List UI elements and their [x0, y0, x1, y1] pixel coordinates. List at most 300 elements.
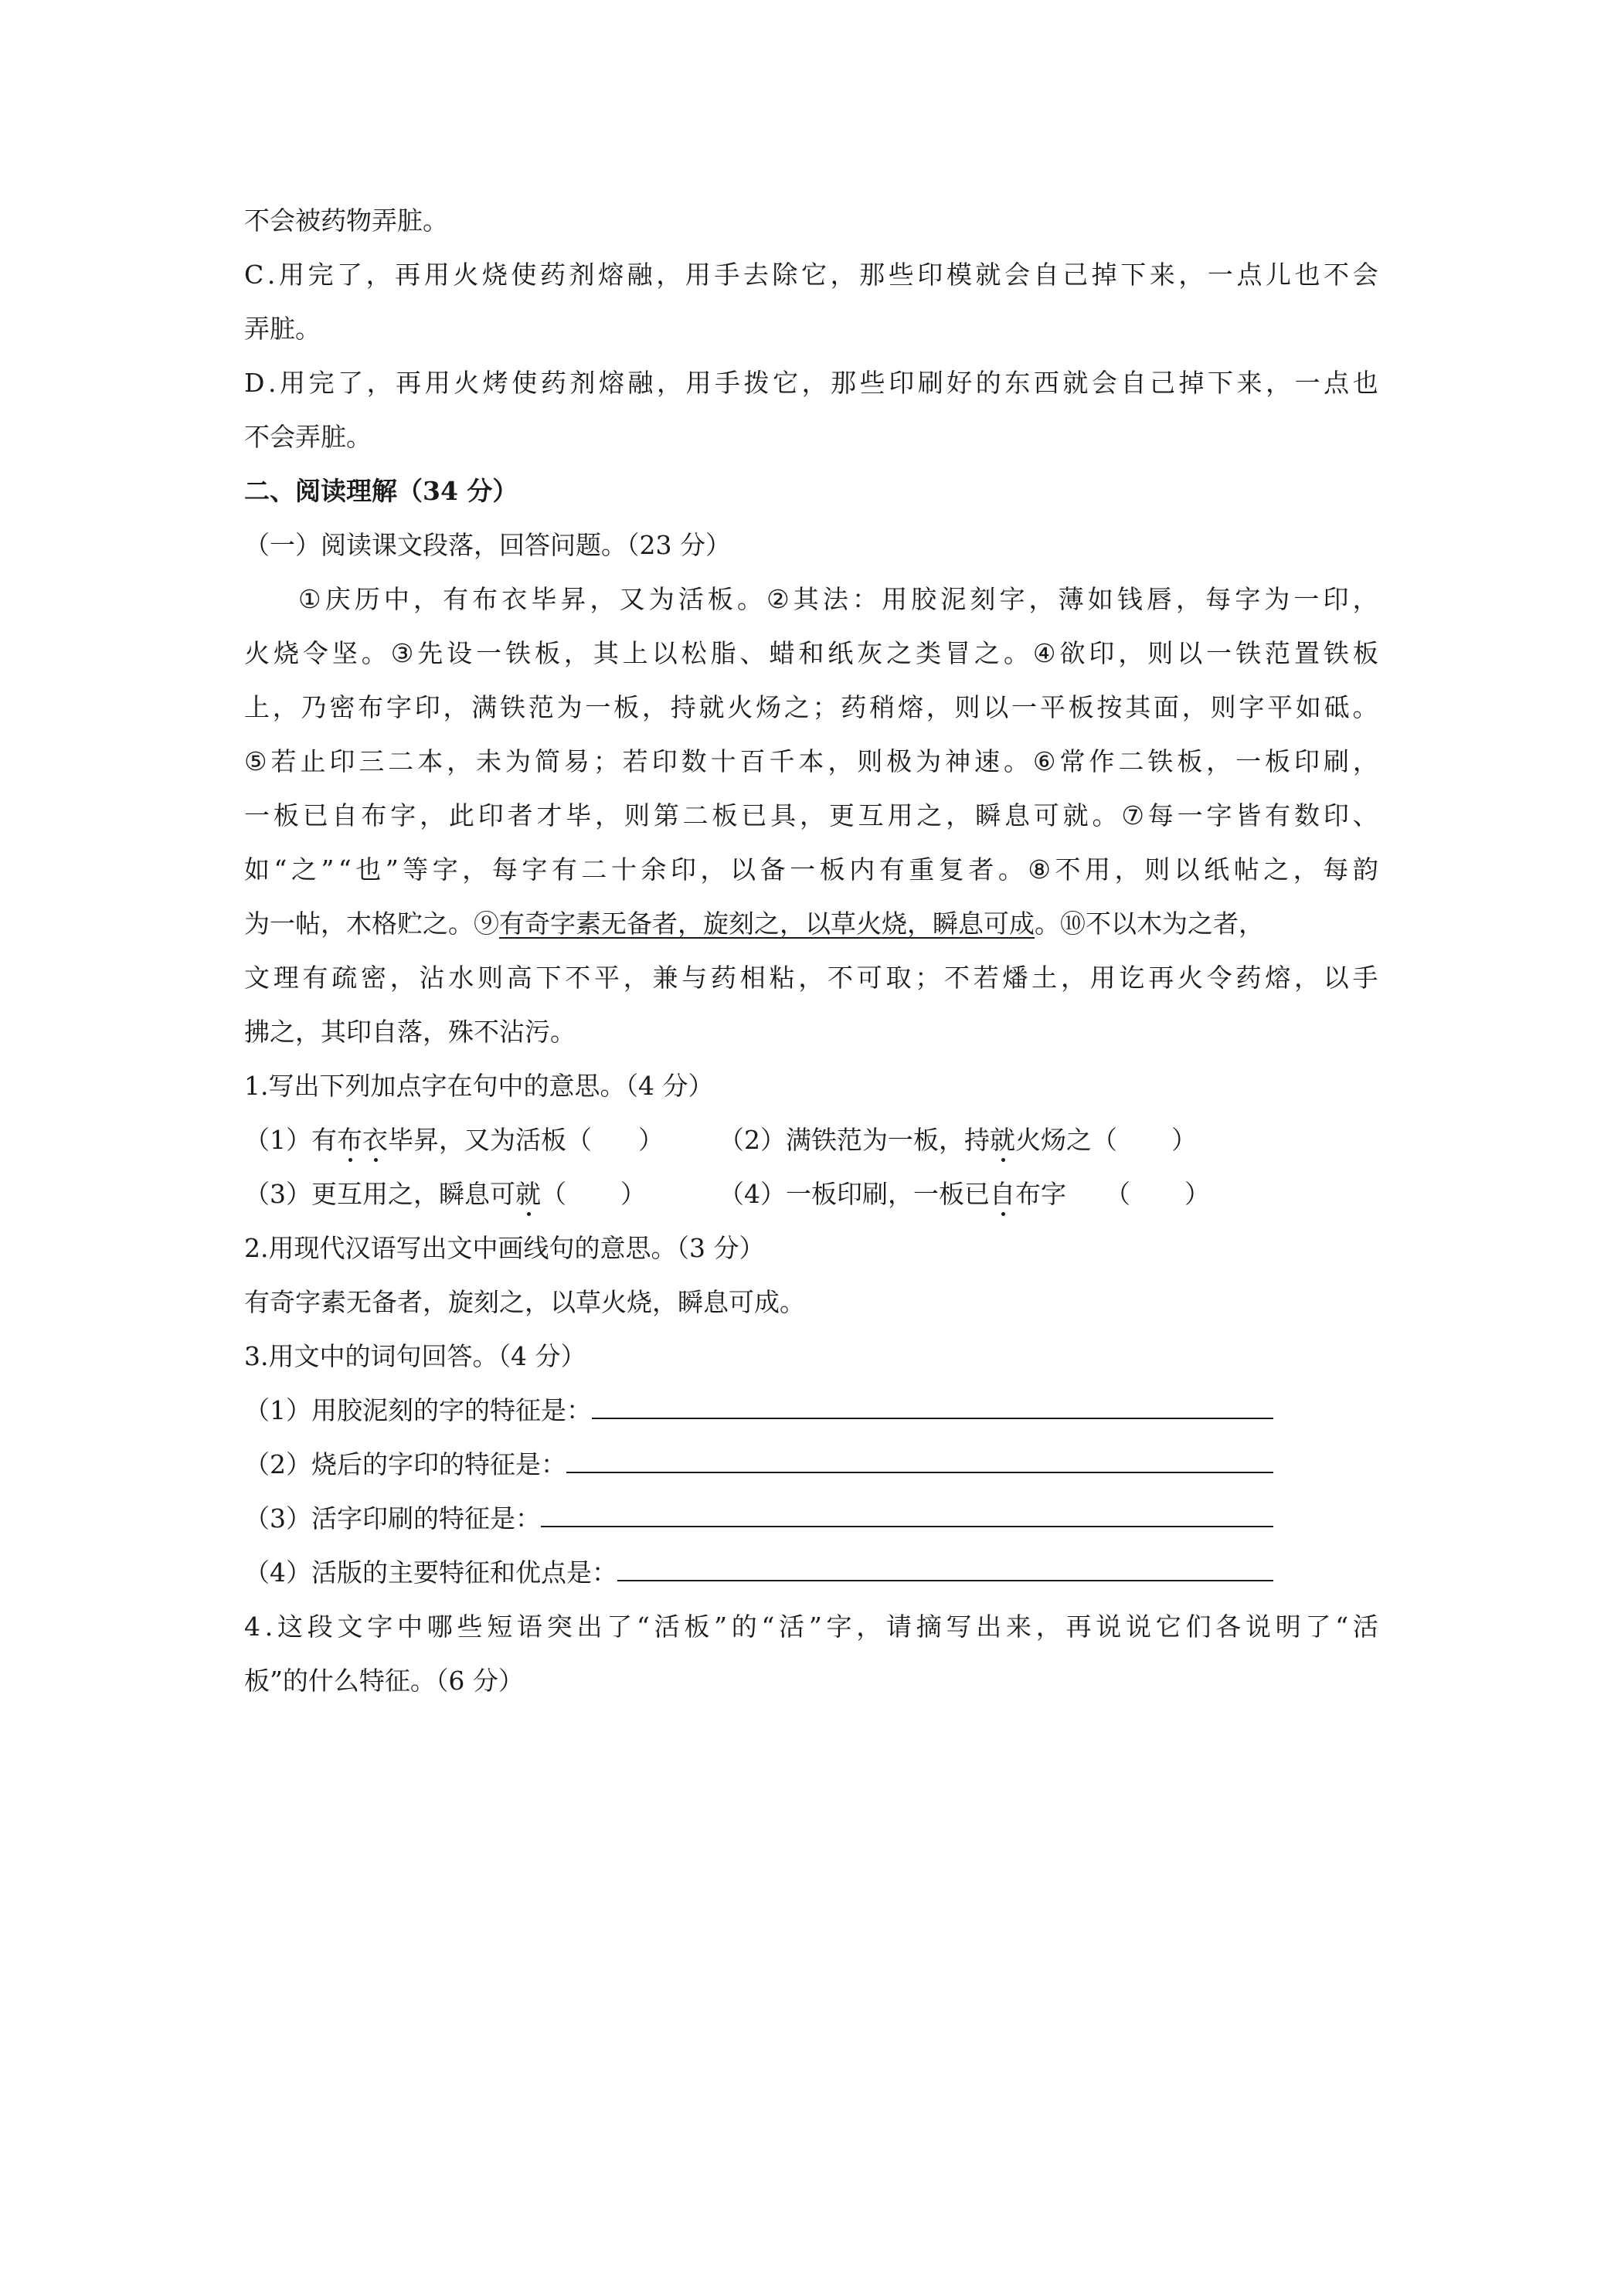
- glyph: 下: [1120, 260, 1147, 290]
- glyph: 用: [424, 368, 450, 398]
- glyph: 疏: [331, 963, 358, 993]
- glyph: 二: [682, 800, 709, 830]
- glyph: 文: [244, 963, 270, 993]
- glyph: 活: [678, 584, 704, 614]
- glyph: 蜡: [769, 638, 795, 668]
- q3-item-4: [244, 1556, 1273, 1590]
- glyph: 才: [536, 800, 562, 830]
- q1-item-1-post: 毕昇，又为活板（: [388, 1125, 592, 1155]
- glyph: 模: [946, 260, 972, 290]
- glyph: 会: [1352, 260, 1378, 290]
- glyph: 一: [585, 692, 611, 722]
- glyph: 剂: [569, 260, 595, 290]
- glyph: 再: [1148, 963, 1174, 993]
- answer-line[interactable]: [592, 1394, 1273, 1419]
- glyph: 字: [432, 854, 458, 885]
- passage-line-5: [244, 799, 1378, 833]
- glyph: 砥: [1324, 692, 1350, 722]
- glyph: 简: [534, 746, 560, 776]
- glyph: 二: [1118, 746, 1144, 776]
- glyph: 药: [1235, 963, 1262, 993]
- passage-line-8: [244, 961, 1378, 995]
- glyph: 拨: [743, 368, 770, 398]
- glyph: 纸: [1204, 854, 1230, 885]
- glyph: 等: [403, 854, 429, 885]
- glyph: 字: [999, 584, 1025, 614]
- glyph: ”: [714, 1612, 727, 1642]
- glyph: 的: [731, 1612, 757, 1642]
- glyph: 每: [491, 854, 518, 885]
- q4-line-1: [244, 1610, 1378, 1644]
- glyph: 第: [653, 800, 679, 830]
- glyph: 用: [685, 368, 712, 398]
- q1-item-3-close: ）: [620, 1179, 646, 1209]
- glyph: ；: [915, 963, 941, 993]
- glyph: ，: [1181, 692, 1208, 722]
- glyph: 面: [1154, 692, 1179, 722]
- glyph: ，: [1352, 746, 1378, 776]
- glyph: 之: [974, 638, 1001, 668]
- glyph: 有: [443, 584, 469, 614]
- glyph: 布: [361, 800, 387, 830]
- glyph: 取: [885, 963, 912, 993]
- glyph: 火: [1178, 963, 1203, 993]
- glyph: 字: [1235, 584, 1261, 614]
- glyph: 不: [1324, 260, 1350, 290]
- glyph: 板: [712, 800, 738, 830]
- glyph: 易: [563, 746, 590, 776]
- q1-item-2-close: ）: [1171, 1125, 1197, 1155]
- glyph: 字: [367, 1612, 393, 1642]
- glyph: 则: [1210, 692, 1236, 722]
- glyph: 极: [886, 746, 912, 776]
- glyph: 那: [859, 260, 885, 290]
- glyph: 刷: [917, 368, 943, 398]
- glyph: 三: [359, 746, 385, 776]
- glyph: 衣: [501, 584, 528, 614]
- glyph: 息: [1004, 800, 1030, 830]
- glyph: ，: [801, 368, 827, 398]
- glyph: 掉: [1178, 368, 1205, 398]
- glyph: 范: [528, 692, 554, 722]
- glyph: 此: [448, 800, 474, 830]
- glyph: 印: [477, 800, 504, 830]
- glyph: ，: [413, 584, 439, 614]
- passage-line-7: [244, 907, 1378, 941]
- glyph: 印: [329, 746, 355, 776]
- glyph: 法: [822, 584, 848, 614]
- glyph: 冒: [945, 638, 971, 668]
- glyph: 未: [476, 746, 502, 776]
- glyph: 板: [1352, 638, 1378, 668]
- glyph: 一: [244, 800, 270, 830]
- glyph: 火: [454, 368, 480, 398]
- glyph: 则: [624, 800, 650, 830]
- glyph: ，: [800, 800, 826, 830]
- dotted-char: 就: [990, 1123, 1015, 1157]
- glyph: 之: [916, 800, 943, 830]
- glyph: 剂: [569, 368, 596, 398]
- glyph: 哪: [426, 1612, 453, 1642]
- glyph: ①: [298, 584, 321, 614]
- glyph: 字: [1239, 692, 1265, 722]
- glyph: .: [267, 260, 276, 290]
- q1-item-4-close: ）: [1184, 1179, 1210, 1209]
- glyph: 手: [1352, 963, 1378, 993]
- glyph: 也: [355, 854, 382, 885]
- glyph: 有: [1265, 800, 1291, 830]
- glyph: 下: [1208, 368, 1234, 398]
- glyph: 置: [1293, 638, 1320, 668]
- glyph: 用: [280, 368, 306, 398]
- glyph: 每: [1205, 584, 1232, 614]
- glyph: 本: [798, 746, 824, 776]
- glyph: 铁: [1235, 638, 1262, 668]
- glyph: ，: [700, 854, 726, 885]
- option-d-line-2: 不会弄脏。: [244, 422, 372, 452]
- glyph: 坚: [331, 638, 358, 668]
- glyph: 来: [1149, 260, 1175, 290]
- glyph: 余: [641, 854, 667, 885]
- glyph: 手: [714, 260, 740, 290]
- glyph: 点: [1324, 368, 1350, 398]
- q3-item-4-label: （4）活版的主要特征和优点是：: [244, 1557, 617, 1588]
- q2-stem: 2.用现代汉语写出文中画线句的意思。（3 分）: [244, 1233, 765, 1263]
- glyph: 可: [856, 963, 882, 993]
- glyph: 毕: [531, 584, 557, 614]
- glyph: ，: [798, 963, 824, 993]
- glyph: 一: [1235, 746, 1262, 776]
- glyph: 稍: [869, 692, 895, 722]
- glyph: 中: [397, 1612, 423, 1642]
- glyph: ⑧: [1028, 854, 1051, 885]
- glyph: 了: [1305, 1612, 1331, 1642]
- q1-item-3-pre: （3）更互用之，瞬息可: [244, 1179, 515, 1209]
- glyph: ；: [593, 746, 619, 776]
- glyph: 与: [681, 963, 708, 993]
- glyph: 韵: [1352, 854, 1378, 885]
- glyph: 每: [1147, 800, 1174, 830]
- glyph: ，: [641, 692, 668, 722]
- glyph: 也: [1294, 260, 1320, 290]
- glyph: 平: [594, 963, 620, 993]
- glyph: ⑤: [244, 746, 267, 776]
- glyph: 板: [1265, 746, 1290, 776]
- answer-line[interactable]: [541, 1503, 1273, 1527]
- glyph: 各: [1215, 1612, 1242, 1642]
- glyph: 说: [1096, 1612, 1122, 1642]
- glyph: 互: [858, 800, 884, 830]
- glyph: 具: [770, 800, 797, 830]
- glyph: 欲: [1059, 638, 1086, 668]
- glyph: 上: [622, 638, 648, 668]
- glyph: 一: [476, 638, 502, 668]
- glyph: 段: [307, 1612, 333, 1642]
- glyph: 己: [1149, 368, 1175, 398]
- glyph: 短: [487, 1612, 513, 1642]
- glyph: ，: [1293, 854, 1319, 885]
- glyph: 东: [1004, 368, 1031, 398]
- option-d-line-1: [244, 366, 1378, 400]
- dotted-char: 衣: [362, 1123, 388, 1157]
- glyph: 字: [522, 854, 548, 885]
- glyph: 速: [974, 746, 1001, 776]
- glyph: 帖: [1233, 854, 1259, 885]
- glyph: ，: [420, 800, 446, 830]
- option-c-line-1: [244, 258, 1378, 292]
- glyph: 灰: [857, 638, 883, 668]
- glyph: ；: [812, 692, 838, 722]
- glyph: 除: [772, 260, 798, 290]
- glyph: ，: [389, 963, 416, 993]
- glyph: 之: [783, 692, 810, 722]
- q1-item-2-pre: （2）满铁范为一板，持: [719, 1125, 990, 1155]
- glyph: 纸: [827, 638, 854, 668]
- glyph: 印: [671, 854, 696, 885]
- q3-item-2: [244, 1448, 1273, 1482]
- passage-line-1: [298, 582, 1378, 616]
- glyph: 手: [715, 368, 740, 398]
- glyph: 字: [386, 692, 412, 722]
- glyph: 字: [390, 800, 416, 830]
- glyph: 理: [273, 963, 299, 993]
- glyph: ，: [365, 260, 392, 290]
- q1-item-4: [719, 1177, 1210, 1211]
- glyph: 则: [954, 692, 980, 722]
- glyph: 又: [619, 584, 645, 614]
- glyph: 钱: [1116, 584, 1143, 614]
- glyph: 复: [938, 854, 964, 885]
- glyph: 刻: [970, 584, 996, 614]
- q3-item-3: [244, 1502, 1273, 1536]
- glyph: 活: [779, 1612, 805, 1642]
- q4-line-2: 板”的什么特征。（6 分）: [244, 1666, 524, 1696]
- glyph: 以: [1177, 638, 1203, 668]
- q1-item-1-close: ）: [638, 1125, 664, 1155]
- option-c-line-2: 弄脏。: [244, 314, 321, 344]
- glyph: 如: [1087, 584, 1113, 614]
- glyph: 千: [769, 746, 795, 776]
- q1-item-1: [244, 1123, 664, 1157]
- glyph: 则: [1144, 854, 1171, 885]
- glyph: 铁: [500, 692, 526, 722]
- glyph: 那: [831, 368, 857, 398]
- glyph: ，: [447, 746, 473, 776]
- glyph: 板: [684, 1612, 710, 1642]
- glyph: 以: [1323, 963, 1349, 993]
- glyph: 熔: [1265, 963, 1291, 993]
- glyph: 十: [710, 746, 736, 776]
- glyph: ，: [366, 368, 393, 398]
- glyph: 有: [302, 963, 328, 993]
- glyph: 百: [739, 746, 766, 776]
- glyph: 掉: [1091, 260, 1117, 290]
- glyph: 乃: [301, 692, 327, 722]
- glyph: 持: [670, 692, 696, 722]
- glyph: 为: [505, 746, 532, 776]
- glyph: 、: [1352, 800, 1378, 830]
- answer-line[interactable]: [617, 1557, 1273, 1581]
- glyph: ”: [321, 854, 335, 885]
- glyph: ，: [1206, 746, 1232, 776]
- passage-line-9: 拂之，其印自落，殊不沾污。: [244, 1017, 576, 1047]
- glyph: 一: [1011, 692, 1038, 722]
- glyph: 的: [975, 368, 1001, 398]
- glyph: ，: [1266, 368, 1292, 398]
- glyph: 印: [917, 260, 943, 290]
- glyph: 点: [1236, 260, 1262, 290]
- glyph: “: [274, 854, 287, 885]
- glyph: 它: [801, 260, 827, 290]
- glyph: 平: [1039, 692, 1065, 722]
- glyph: 历: [354, 584, 380, 614]
- glyph: 不: [565, 963, 591, 993]
- glyph: 数: [1293, 800, 1320, 830]
- answer-line[interactable]: [566, 1449, 1273, 1473]
- glyph: 铁: [1323, 638, 1349, 668]
- glyph: 去: [743, 260, 769, 290]
- glyph: 若: [973, 963, 999, 993]
- glyph: 若: [622, 746, 648, 776]
- glyph: 之: [291, 854, 317, 885]
- glyph: 板: [534, 638, 560, 668]
- glyph: 它: [1155, 1612, 1181, 1642]
- glyph: 板: [819, 854, 845, 885]
- glyph: ”: [808, 1612, 822, 1642]
- glyph: ，: [1035, 1612, 1062, 1642]
- glyph: 。: [1352, 692, 1378, 722]
- q1-item-3-post: （: [541, 1179, 566, 1209]
- glyph: 印: [889, 368, 915, 398]
- glyph: 、: [739, 638, 766, 668]
- glyph: 板: [1068, 692, 1094, 722]
- glyph: 备: [760, 854, 786, 885]
- glyph: 更: [828, 800, 855, 830]
- glyph: ，: [443, 692, 469, 722]
- glyph: 些: [859, 368, 885, 398]
- glyph: 平: [1267, 692, 1293, 722]
- glyph: 用: [1085, 854, 1111, 885]
- glyph: 刷: [1323, 746, 1349, 776]
- glyph: ，: [1061, 963, 1086, 993]
- glyph: ②: [766, 584, 790, 614]
- glyph: 皆: [1235, 800, 1262, 830]
- glyph: D: [244, 368, 265, 398]
- glyph: 火: [727, 692, 753, 722]
- glyph: ，: [926, 692, 952, 722]
- glyph: 己: [1062, 260, 1089, 290]
- glyph: ，: [656, 260, 682, 290]
- q1-item-2: [719, 1123, 1197, 1157]
- glyph: 活: [1352, 1612, 1378, 1642]
- glyph: 每: [1323, 854, 1349, 885]
- glyph: 用: [685, 260, 711, 290]
- glyph: 印: [1323, 584, 1349, 614]
- glyph: “: [637, 1612, 650, 1642]
- glyph: 语: [517, 1612, 542, 1642]
- glyph: 重: [909, 854, 935, 885]
- glyph: 火: [453, 260, 479, 290]
- dotted-char: 布: [337, 1123, 362, 1157]
- glyph: 布: [472, 584, 498, 614]
- glyph: 以: [983, 692, 1009, 722]
- glyph: 水: [448, 963, 474, 993]
- glyph: 胶: [911, 584, 937, 614]
- glyph: 就: [1062, 800, 1089, 830]
- glyph: 药: [539, 260, 566, 290]
- glyph: 以: [1174, 854, 1200, 885]
- glyph: 如: [244, 854, 270, 885]
- glyph: 之: [886, 638, 912, 668]
- glyph: ，: [830, 260, 856, 290]
- dotted-char: 自: [990, 1177, 1015, 1211]
- glyph: 若: [270, 746, 297, 776]
- glyph: 为: [648, 584, 675, 614]
- glyph: 先: [417, 638, 443, 668]
- glyph: 也: [1352, 368, 1378, 398]
- glyph: 沾: [419, 963, 445, 993]
- glyph: 会: [1091, 368, 1117, 398]
- glyph: 一: [1294, 368, 1320, 398]
- glyph: 为: [556, 692, 583, 722]
- glyph: ，: [1118, 638, 1144, 668]
- passage-line-6: [244, 853, 1378, 887]
- glyph: 铁: [1147, 746, 1174, 776]
- glyph: 内: [849, 854, 875, 885]
- glyph: 自: [1033, 260, 1059, 290]
- glyph: 来: [1006, 1612, 1031, 1642]
- glyph: 再: [396, 368, 422, 398]
- glyph: 熔: [598, 368, 624, 398]
- glyph: 出: [976, 1612, 1002, 1642]
- passage-line-3: [244, 691, 1378, 725]
- glyph: 字: [826, 1612, 852, 1642]
- glyph: 则: [1147, 638, 1174, 668]
- glyph: 印: [651, 746, 678, 776]
- glyph: 融: [627, 260, 653, 290]
- glyph: 印: [1323, 800, 1349, 830]
- glyph: 如: [1295, 692, 1321, 722]
- glyph: 其: [793, 584, 819, 614]
- glyph: 十: [610, 854, 637, 885]
- glyph: 。: [361, 638, 387, 668]
- glyph: 密: [361, 963, 386, 993]
- glyph: 土: [1031, 963, 1058, 993]
- glyph: 上: [244, 692, 270, 722]
- glyph: 突: [546, 1612, 573, 1642]
- glyph: 以: [651, 638, 678, 668]
- glyph: 写: [946, 1612, 972, 1642]
- glyph: 炀: [756, 692, 782, 722]
- glyph: 可: [1033, 800, 1059, 830]
- glyph: 就: [975, 260, 1001, 290]
- q3-stem: 3.用文中的词句回答。（4 分）: [244, 1341, 586, 1371]
- glyph: 。: [737, 584, 763, 614]
- glyph: 融: [627, 368, 654, 398]
- glyph: 完: [308, 260, 334, 290]
- glyph: 火: [244, 638, 270, 668]
- glyph: 些: [457, 1612, 483, 1642]
- glyph: 薄: [1058, 584, 1084, 614]
- option-b-tail: 不会被药物弄脏。: [244, 205, 448, 236]
- glyph: 粘: [769, 963, 795, 993]
- glyph: ，: [462, 854, 488, 885]
- glyph: 按: [1096, 692, 1123, 722]
- section-2-heading: 二、阅读理解（34 分）: [244, 476, 518, 506]
- glyph: ，: [1114, 854, 1140, 885]
- glyph: ⑦: [1121, 800, 1144, 830]
- glyph: “: [761, 1612, 775, 1642]
